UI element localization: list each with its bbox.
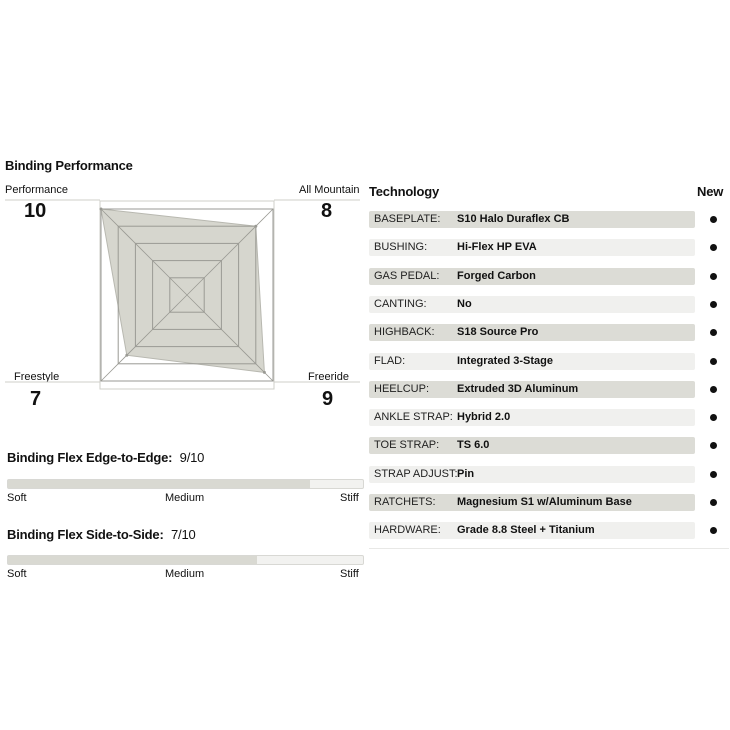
axis-score-freeride: 9	[322, 388, 334, 410]
radar-point-all-mountain	[254, 225, 257, 228]
technology-row	[369, 211, 725, 229]
new-indicator-dot-icon	[710, 273, 717, 280]
axis-label-freeride: Freeride	[308, 371, 349, 383]
technology-row	[369, 239, 725, 257]
technology-row-value: Hybrid 2.0	[457, 411, 511, 424]
flex-edge-stiff: Stiff	[340, 492, 359, 504]
new-indicator-dot-icon	[710, 216, 717, 223]
axis-label-all-mountain: All Mountain	[299, 184, 360, 196]
axis-label-performance: Performance	[5, 184, 68, 196]
new-indicator-dot-icon	[710, 386, 717, 393]
performance-radar-chart	[0, 0, 370, 440]
flex-edge-label: Binding Flex Edge-to-Edge:	[7, 450, 173, 465]
flex-edge-title	[7, 450, 204, 465]
technology-row-label: BASEPLATE:	[374, 213, 441, 225]
technology-divider	[369, 548, 729, 549]
technology-row-label: ANKLE STRAP:	[374, 411, 453, 424]
technology-row	[369, 437, 725, 455]
technology-row-label: STRAP ADJUST:	[374, 467, 458, 480]
flex-edge-medium: Medium	[165, 492, 205, 504]
new-indicator-dot-icon	[710, 301, 717, 308]
technology-row	[369, 324, 725, 342]
technology-row-value: TS 6.0	[457, 439, 490, 452]
technology-row-value: S10 Halo Duraflex CB	[457, 213, 570, 225]
new-indicator-dot-icon	[710, 527, 717, 534]
technology-row	[369, 466, 725, 484]
flex-edge-score: 9/10	[179, 450, 205, 465]
technology-row-value: Magnesium S1 w/Aluminum Base	[457, 496, 632, 508]
new-indicator-dot-icon	[710, 414, 717, 421]
flex-side-label: Binding Flex Side-to-Side:	[7, 527, 164, 542]
new-indicator-dot-icon	[710, 442, 717, 449]
technology-row-label: FLAD:	[374, 354, 406, 367]
technology-row-label: BUSHING:	[374, 241, 428, 254]
technology-row-value: Extruded 3D Aluminum	[457, 382, 579, 395]
technology-row	[369, 381, 725, 399]
axis-score-all-mountain: 8	[321, 200, 333, 222]
technology-row-label: HARDWARE:	[374, 524, 441, 537]
flex-side-score: 7/10	[171, 527, 196, 542]
technology-row	[369, 494, 725, 512]
technology-row-value: S18 Source Pro	[457, 326, 539, 339]
technology-row	[369, 353, 725, 371]
technology-title: Technology	[369, 184, 439, 199]
technology-row-label: HEELCUP:	[374, 382, 430, 395]
new-indicator-dot-icon	[710, 244, 717, 251]
binding-performance-title: Binding Performance	[5, 158, 133, 173]
flex-side-bar	[7, 555, 364, 565]
flex-side-title	[7, 527, 196, 542]
flex-edge-bar	[7, 479, 364, 489]
flex-side-medium: Medium	[165, 568, 205, 580]
new-indicator-dot-icon	[710, 358, 717, 365]
technology-row-value: Forged Carbon	[457, 269, 536, 282]
technology-row	[369, 409, 725, 427]
flex-edge-fill	[8, 480, 310, 488]
technology-row-value: No	[457, 297, 472, 310]
technology-row	[369, 296, 725, 314]
new-indicator-dot-icon	[710, 329, 717, 336]
flex-edge-soft: Soft	[7, 492, 27, 504]
technology-row-value: Hi-Flex HP EVA	[457, 241, 537, 254]
radar-point-performance	[100, 208, 103, 211]
technology-row-label: TOE STRAP:	[374, 439, 440, 452]
new-indicator-dot-icon	[710, 499, 717, 506]
technology-row-label: GAS PEDAL:	[374, 269, 440, 282]
technology-row	[369, 522, 725, 540]
axis-score-freestyle: 7	[30, 388, 42, 410]
technology-row-label: CANTING:	[374, 297, 427, 310]
flex-side-fill	[8, 556, 257, 564]
flex-side-soft: Soft	[7, 568, 27, 580]
technology-row	[369, 268, 725, 286]
new-column-title: New	[697, 184, 724, 199]
new-indicator-dot-icon	[710, 471, 717, 478]
radar-point-freeride	[263, 371, 266, 374]
technology-row-label: HIGHBACK:	[374, 326, 435, 339]
technology-row-value: Integrated 3-Stage	[457, 354, 553, 367]
flex-side-stiff: Stiff	[340, 568, 359, 580]
technology-row-label: RATCHETS:	[374, 496, 436, 508]
radar-point-freestyle	[125, 354, 128, 357]
axis-label-freestyle: Freestyle	[14, 371, 60, 383]
axis-score-performance: 10	[24, 200, 47, 222]
technology-row-value: Pin	[457, 467, 475, 480]
technology-row-value: Grade 8.8 Steel + Titanium	[457, 524, 595, 537]
